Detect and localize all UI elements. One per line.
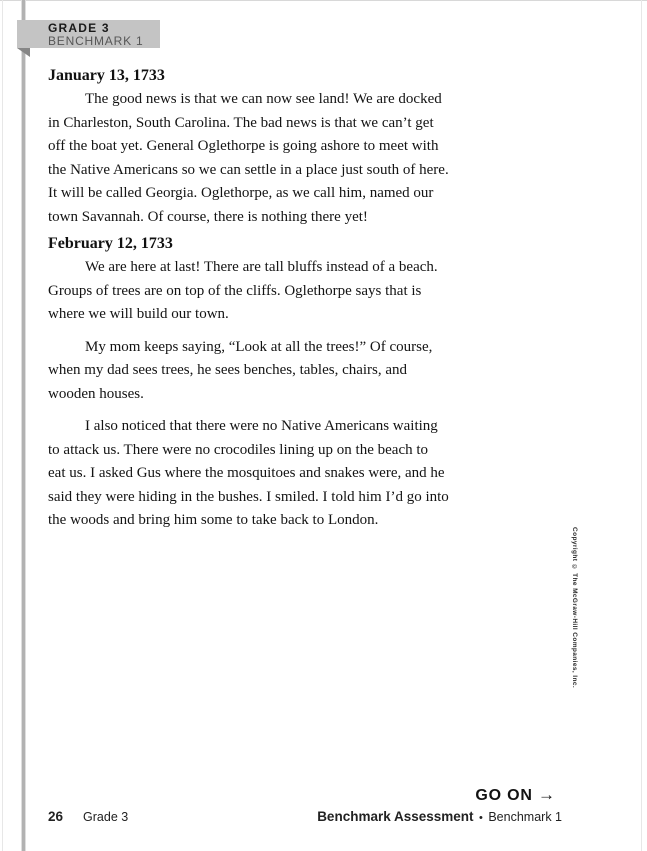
footer-right bbox=[317, 809, 562, 824]
go-on-indicator bbox=[475, 785, 555, 805]
passage-section-february bbox=[48, 232, 538, 533]
paragraph bbox=[48, 336, 538, 407]
spine-line bbox=[21, 0, 26, 851]
copyright-notice: Copyright © The McGraw-Hill Companies, Inc. bbox=[571, 527, 578, 689]
footer-book-title: Benchmark Assessment bbox=[317, 809, 474, 824]
paragraph bbox=[48, 256, 538, 327]
page-top-edge-line bbox=[0, 0, 647, 1]
passage-line: The good news is that we can now see land! We are docked bbox=[85, 91, 442, 107]
passage-line: We are here at last! There are tall bluffs instead of a beach. bbox=[85, 259, 438, 275]
passage-line: off the boat yet. General Oglethorpe is going ashore to meet with bbox=[48, 138, 439, 154]
footer-bullet-separator: • bbox=[479, 812, 483, 824]
entry-date-heading: January 13, 1733 bbox=[48, 67, 165, 84]
passage-line: wooden houses. bbox=[48, 385, 144, 402]
page-left-edge-line bbox=[2, 0, 3, 851]
grade-label: GRADE 3 bbox=[48, 20, 110, 35]
right-arrow-icon: → bbox=[538, 785, 555, 804]
page-right-edge-line bbox=[641, 0, 642, 851]
passage-line: said they were hiding in the bushes. I smiled. I told him I’d go into bbox=[48, 488, 449, 505]
passage-line: town Savannah. Of course, there is nothing there yet! bbox=[48, 208, 368, 225]
passage-section-january bbox=[48, 64, 538, 229]
passage-line: when my dad sees trees, he sees benches, tables, chairs, and bbox=[48, 362, 408, 378]
page-number: 26 bbox=[48, 809, 64, 824]
passage-line: It will be called Georgia. Oglethorpe, as we call him, named our bbox=[48, 185, 434, 201]
passage-line: My mom keeps saying, “Look at all the trees!” Of course, bbox=[85, 338, 433, 355]
paragraph bbox=[48, 88, 538, 229]
go-on-label: GO ON bbox=[475, 787, 533, 804]
benchmark-label: BENCHMARK 1 bbox=[48, 33, 144, 48]
paragraph bbox=[48, 415, 538, 533]
passage-line: to attack us. There were no crocodiles lining up on the beach to bbox=[48, 441, 429, 458]
reading-passage bbox=[48, 64, 538, 535]
passage-line: the woods and bring him some to take back to London. bbox=[48, 512, 379, 528]
entry-date-heading: February 12, 1733 bbox=[48, 235, 173, 252]
footer-left bbox=[48, 809, 128, 824]
passage-line: the Native Americans so we can settle in a place just south of here. bbox=[48, 161, 449, 178]
grade-benchmark-tab bbox=[17, 20, 160, 48]
footer-grade-label: Grade 3 bbox=[83, 810, 129, 824]
passage-line: eat us. I asked Gus where the mosquitoes and snakes were, and he bbox=[48, 465, 445, 481]
passage-line: where we will build our town. bbox=[48, 306, 229, 322]
passage-line: I also noticed that there were no Native Americans waiting bbox=[85, 418, 438, 434]
passage-line: in Charleston, South Carolina. The bad news is that we can’t get bbox=[48, 114, 434, 131]
passage-line: Groups of trees are on top of the cliffs. Oglethorpe says that is bbox=[48, 282, 422, 299]
footer-benchmark-ref: Benchmark 1 bbox=[488, 810, 562, 824]
